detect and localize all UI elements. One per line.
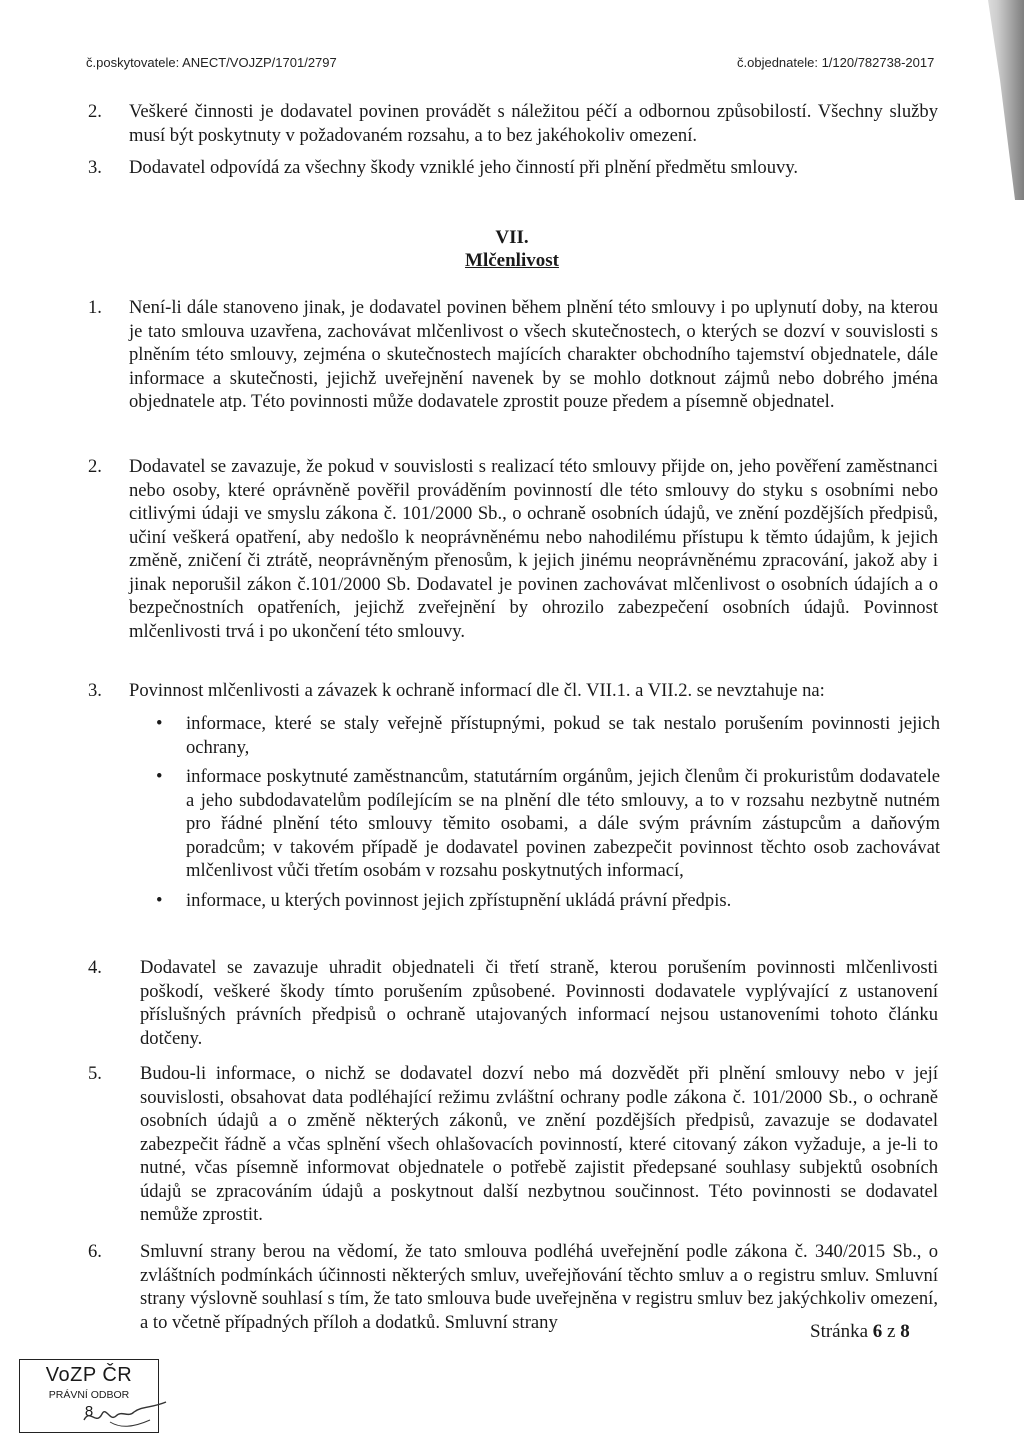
header-provider-number: č.poskytovatele: ANECT/VOJZP/1701/2797 xyxy=(86,55,337,70)
page-number xyxy=(810,1321,910,1343)
item-number: 6. xyxy=(88,1241,102,1262)
section-title-wrap xyxy=(0,249,1024,273)
bullet-icon: • xyxy=(156,713,163,734)
item-number: 5. xyxy=(88,1063,102,1084)
list-item xyxy=(150,765,940,883)
clause-3 xyxy=(88,679,938,703)
clause-4 xyxy=(88,956,938,1050)
list-item-text: informace, které se staly veřejně přístupnými, pokud se tak nestalo porušením povinnosti jejich ochrany, xyxy=(186,713,940,758)
item-text: Dodavatel odpovídá za všechny škody vzniklé jeho činností při plnění předmětu smlouvy. xyxy=(129,157,799,178)
stamp-org: VoZP ČR xyxy=(45,1364,133,1386)
bullet-icon: • xyxy=(156,766,163,787)
list-item-text: informace poskytnuté zaměstnancům, statutárním orgánům, jejich členům či prokuristům dodavatele a jeho subdodavatelům podílejícím se na plnění dle této smlouvy, a to v rozsahu nezbytně nutném pro řádné plnění této smlouvy těmito osobami, a dále svým právním zástupcům a daňovým poradcům; v takovém případě je dodavatel povinen zabezpečit povinnost těchto osob zachovávat mlčenlivost vůči třetím osobám v rozsahu poskytnutých informací, xyxy=(186,766,940,881)
item-number: 3. xyxy=(88,680,102,701)
item-number: 3. xyxy=(88,157,102,178)
exemption-list xyxy=(150,712,940,918)
item-text: Není-li dále stanoveno jinak, je dodavatel povinen během plnění této smlouvy i po uplynutí doby, na kterou je tato smlouva uzavřena, zachovávat mlčenlivost o všech skutečnostech, o kterých se dozví v souvislosti s plněním této smlouvy, zejména o skutečnostech majících charakter obchodního tajemství objednatele, dále informace a skutečnosti, jejichž uveřejnění navenek by se mohlo dotknout zájmů nebo dobrého jména objednatele atp. Této povinnosti může dodavatele zprostit pouze předem a písemně objednatel. xyxy=(129,297,938,412)
prev-item-2 xyxy=(88,100,938,147)
clause-1 xyxy=(88,296,938,414)
list-item xyxy=(150,889,940,913)
item-number: 2. xyxy=(88,456,102,477)
list-item-text: informace, u kterých povinnost jejich zpřístupnění ukládá právní předpis. xyxy=(186,889,732,911)
clause-6 xyxy=(88,1240,938,1334)
item-text: Dodavatel se zavazuje, že pokud v souvislosti s realizací této smlouvy přijde on, jeho pověření zaměstnanci nebo osoby, které oprávněně pověřil prováděním povinností dle této smlouvy do styku s osobními nebo citlivými údaji ve smyslu zákona č. 101/2000 Sb., o ochraně osobních údajů, ve znění pozdějších předpisů, učiní veškerá opatření, aby nedošlo k neoprávněnému nebo nahodilému přístupu k těmto údajům, k jejich změně, zničení či ztrátě, neoprávněným přenosům, k jejich jinému neoprávněnému zpracování, jakož aby i jinak neporušil zákon č.101/2000 Sb. Dodavatel je povinen zachovávat mlčenlivost o osobních údajích a o bezpečnostních opatřeních, jejichž zveřejnění by ohrozilo zabezpečení osobních údajů. Povinnost mlčenlivosti trvá i po ukončení této smlouvy. xyxy=(129,456,938,642)
item-number: 4. xyxy=(88,957,102,978)
page-label: Stránka xyxy=(810,1321,869,1342)
prev-item-3 xyxy=(88,156,938,180)
item-number: 2. xyxy=(88,101,102,122)
section-roman: VII. xyxy=(495,227,529,248)
item-text: Veškeré činnosti je dodavatel povinen provádět s náležitou péčí a odbornou způsobilostí. Všechny služby musí být poskytnuty v požadovaném rozsahu, a to bez jakéhokoliv omezení. xyxy=(129,101,938,146)
signature-icon xyxy=(80,1398,170,1432)
page-total: 8 xyxy=(900,1321,910,1342)
stamp-number: 8 xyxy=(84,1403,94,1420)
stamp-dept: PRÁVNÍ ODBOR xyxy=(48,1389,130,1401)
item-text: Povinnost mlčenlivosti a závazek k ochraně informací dle čl. VII.1. a VII.2. se nevztahuje na: xyxy=(129,680,825,701)
scan-shadow xyxy=(964,0,1024,200)
item-text: Smluvní strany berou na vědomí, že tato smlouva podléhá uveřejnění podle zákona č. 340/2015 Sb., o zvláštních podmínkách účinnosti některých smluv, uveřejňování těchto smluv a o registru smluv. Smluvní strany výslovně souhlasí s tím, že tato smlouva bude uveřejněna v registru smluv bez jakýchkoliv omezení, a to včetně případných příloh a dodatků. Smluvní strany xyxy=(140,1241,938,1333)
list-item xyxy=(150,712,940,759)
section-title: Mlčenlivost xyxy=(465,250,559,271)
page-separator: z xyxy=(887,1321,896,1342)
bullet-icon: • xyxy=(156,889,163,911)
legal-dept-stamp xyxy=(19,1359,159,1433)
clause-5 xyxy=(88,1062,938,1227)
item-text: Budou-li informace, o nichž se dodavatel dozví nebo má dozvědět při plnění smlouvy nebo v její souvislosti, obsahovat data podléhající režimu zvláštní ochrany podle zákona č. 101/2000 Sb., o ochraně osobních údajů a o změně některých zákonů, ve znění pozdějších předpisů, zavazuje se dodavatel zabezpečit řádně a včas splnění všech ohlašovacích povinností, které citovaný zákon vyžaduje, a je-li to nutné, včas písemně informovat objednatele o potřebě zajistit předepsané souhlasy subjektů osobních údajů se zpracováním údajů a poskytnout další nezbytnou součinnost. Této povinnosti se dodavatel nemůže zprostit. xyxy=(140,1063,938,1225)
item-text: Dodavatel se zavazuje uhradit objednateli či třetí straně, kterou porušením povinnosti mlčenlivosti poškodí, veškeré škody tímto porušením způsobené. Povinnosti dodavatele vyplývající z ustanovení příslušných právních předpisů o ochraně utajovaných informací nejsou ustanoveními tohoto článku dotčeny. xyxy=(140,957,938,1049)
clause-2 xyxy=(88,455,938,643)
item-number: 1. xyxy=(88,297,102,318)
page-current: 6 xyxy=(872,1321,883,1342)
header-client-number: č.objednatele: 1/120/782738-2017 xyxy=(737,55,935,70)
